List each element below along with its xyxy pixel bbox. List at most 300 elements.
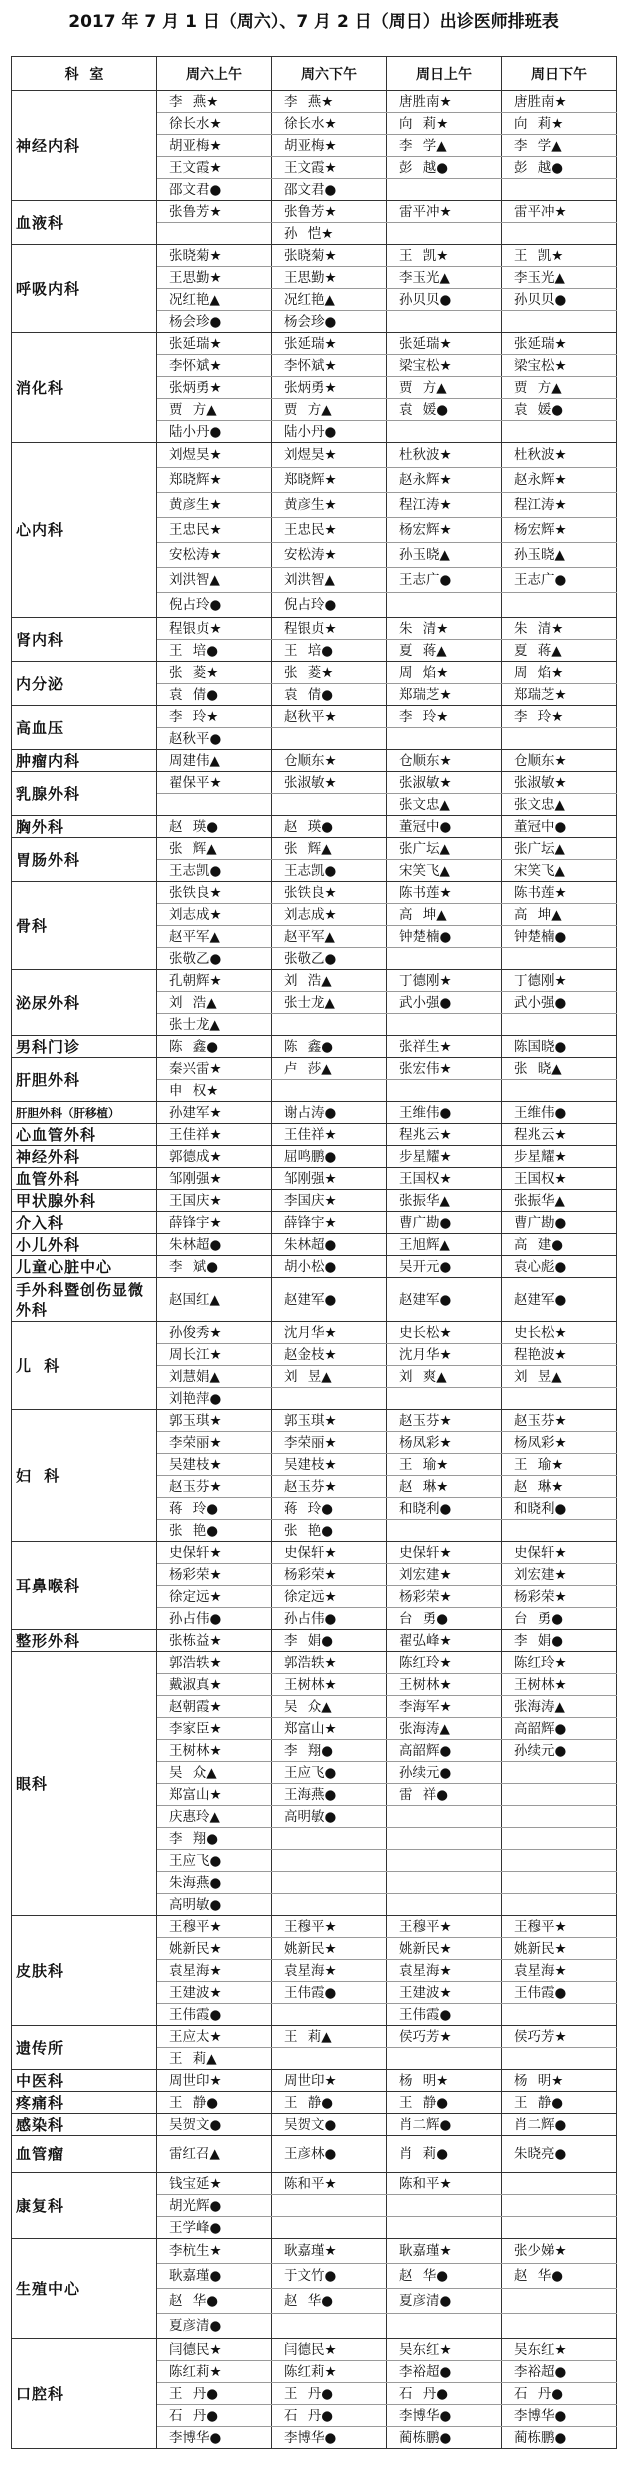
doctor-sun-pm: 杨凤彩★ xyxy=(502,1432,617,1454)
doctor-sat-am: 徐长水★ xyxy=(157,113,272,135)
department-name: 血管瘤 xyxy=(12,2136,157,2173)
doctor-sun-am: 王穆平★ xyxy=(387,1916,502,1938)
doctor-sat-am: 王应飞● xyxy=(157,1850,272,1872)
doctor-sat-pm: 李怀斌★ xyxy=(272,355,387,377)
doctor-sat-am: 周长江★ xyxy=(157,1344,272,1366)
doctor-sun-am: 孙玉晓▲ xyxy=(387,543,502,568)
doctor-sat-pm: 蒋 玲● xyxy=(272,1498,387,1520)
doctor-sun-am xyxy=(387,1894,502,1916)
department-name: 神经外科 xyxy=(12,1146,157,1168)
doctor-sat-pm: 陈和平★ xyxy=(272,2173,387,2195)
doctor-sun-pm: 赵建军● xyxy=(502,1278,617,1322)
doctor-sun-pm: 王 凯★ xyxy=(502,245,617,267)
doctor-sat-am xyxy=(157,794,272,816)
doctor-sun-am: 李海军★ xyxy=(387,1696,502,1718)
doctor-sat-pm xyxy=(272,1080,387,1102)
doctor-sat-am: 王 莉▲ xyxy=(157,2048,272,2070)
doctor-sun-am: 张广坛▲ xyxy=(387,838,502,860)
doctor-sun-pm: 杨宏辉★ xyxy=(502,518,617,543)
doctor-sat-pm: 邵文君● xyxy=(272,179,387,201)
doctor-sun-am: 向 莉★ xyxy=(387,113,502,135)
schedule-row xyxy=(12,816,617,838)
department-name: 肾内科 xyxy=(12,618,157,662)
doctor-sat-am: 胡光辉● xyxy=(157,2195,272,2217)
doctor-sun-am: 陈和平★ xyxy=(387,2173,502,2195)
doctor-sat-am: 刘慧娟▲ xyxy=(157,1366,272,1388)
department-name: 耳鼻喉科 xyxy=(12,1542,157,1630)
doctor-sat-am: 蒋 玲● xyxy=(157,1498,272,1520)
doctor-sat-am: 夏彦清● xyxy=(157,2314,272,2339)
schedule-row xyxy=(12,970,617,992)
doctor-sun-am: 曹广勘● xyxy=(387,1212,502,1234)
doctor-sat-pm: 黄彦生★ xyxy=(272,493,387,518)
doctor-sat-pm: 况红艳▲ xyxy=(272,289,387,311)
doctor-sun-am xyxy=(387,1850,502,1872)
doctor-sun-am: 李玉光▲ xyxy=(387,267,502,289)
doctor-sat-pm: 刘洪智▲ xyxy=(272,568,387,593)
doctor-sat-pm: 王忠民★ xyxy=(272,518,387,543)
doctor-sat-pm: 陈红莉★ xyxy=(272,2361,387,2383)
doctor-sat-am: 王树林★ xyxy=(157,1740,272,1762)
doctor-sun-am: 李 学▲ xyxy=(387,135,502,157)
doctor-sat-pm: 沈月华★ xyxy=(272,1322,387,1344)
doctor-sat-am: 郭浩轶★ xyxy=(157,1652,272,1674)
doctor-sun-am: 郑瑞芝★ xyxy=(387,684,502,706)
doctor-sat-am: 闫德民★ xyxy=(157,2339,272,2361)
department-name: 眼科 xyxy=(12,1652,157,1916)
doctor-sat-pm: 仓顺东★ xyxy=(272,750,387,772)
schedule-row xyxy=(12,1058,617,1080)
doctor-sat-am: 王国庆★ xyxy=(157,1190,272,1212)
doctor-sat-am: 孔朝辉★ xyxy=(157,970,272,992)
schedule-row xyxy=(12,2114,617,2136)
doctor-sun-am: 朱 清★ xyxy=(387,618,502,640)
doctor-sun-am: 杨彩荣★ xyxy=(387,1586,502,1608)
doctor-sat-am: 李怀斌★ xyxy=(157,355,272,377)
doctor-sat-am: 倪占玲● xyxy=(157,593,272,618)
doctor-sat-am: 邹刚强★ xyxy=(157,1168,272,1190)
doctor-sat-pm: 陆小丹● xyxy=(272,421,387,443)
doctor-sun-am: 程江涛★ xyxy=(387,493,502,518)
doctor-sun-am: 王 瑜★ xyxy=(387,1454,502,1476)
schedule-row xyxy=(12,1278,617,1322)
doctor-sat-pm xyxy=(272,1388,387,1410)
doctor-sat-am: 秦兴雷★ xyxy=(157,1058,272,1080)
doctor-sat-pm xyxy=(272,1014,387,1036)
doctor-sat-pm: 孙占伟● xyxy=(272,1608,387,1630)
doctor-sat-pm: 王文霞★ xyxy=(272,157,387,179)
doctor-sun-pm: 陈红玲★ xyxy=(502,1652,617,1674)
doctor-sun-am xyxy=(387,2195,502,2217)
doctor-sun-am: 肖二辉● xyxy=(387,2114,502,2136)
doctor-sat-pm xyxy=(272,794,387,816)
schedule-row xyxy=(12,706,617,728)
doctor-sun-pm: 杨彩荣★ xyxy=(502,1586,617,1608)
doctor-sat-pm: 王佳祥★ xyxy=(272,1124,387,1146)
doctor-sun-am: 步星耀★ xyxy=(387,1146,502,1168)
doctor-sun-am: 姚新民★ xyxy=(387,1938,502,1960)
doctor-sat-am: 刘煜昊★ xyxy=(157,443,272,468)
doctor-sun-am xyxy=(387,1520,502,1542)
doctor-sun-am: 高 坤▲ xyxy=(387,904,502,926)
doctor-sat-pm xyxy=(272,2048,387,2070)
doctor-sat-pm: 王彦林● xyxy=(272,2136,387,2173)
doctor-sat-pm: 张延瑞★ xyxy=(272,333,387,355)
doctor-sat-am: 郭德成★ xyxy=(157,1146,272,1168)
department-name: 甲状腺外科 xyxy=(12,1190,157,1212)
doctor-sun-am: 宋笑飞▲ xyxy=(387,860,502,882)
doctor-sun-pm: 杨 明★ xyxy=(502,2070,617,2092)
doctor-sun-pm xyxy=(502,421,617,443)
doctor-sun-pm: 侯巧芳★ xyxy=(502,2026,617,2048)
doctor-sat-pm: 姚新民★ xyxy=(272,1938,387,1960)
doctor-sat-pm: 张炳勇★ xyxy=(272,377,387,399)
doctor-sun-pm: 钟楚楠● xyxy=(502,926,617,948)
doctor-sat-am: 吴贺文● xyxy=(157,2114,272,2136)
doctor-sun-am: 夏 蒋▲ xyxy=(387,640,502,662)
department-name: 消化科 xyxy=(12,333,157,443)
doctor-sun-pm: 王维伟● xyxy=(502,1102,617,1124)
schedule-row xyxy=(12,1322,617,1344)
doctor-sun-pm: 郑瑞芝★ xyxy=(502,684,617,706)
doctor-sun-am: 王旭辉▲ xyxy=(387,1234,502,1256)
doctor-sat-pm: 刘志成★ xyxy=(272,904,387,926)
schedule-row xyxy=(12,2026,617,2048)
department-name: 肝胆外科（肝移植） xyxy=(12,1102,157,1124)
doctor-sun-pm: 孙玉晓▲ xyxy=(502,543,617,568)
doctor-sat-am: 王应太★ xyxy=(157,2026,272,2048)
doctor-sun-pm: 王国权★ xyxy=(502,1168,617,1190)
doctor-sat-am: 李荣丽★ xyxy=(157,1432,272,1454)
doctor-sun-am: 夏彦清● xyxy=(387,2289,502,2314)
doctor-sat-am: 杨彩荣★ xyxy=(157,1564,272,1586)
doctor-sun-pm: 史保轩★ xyxy=(502,1542,617,1564)
doctor-sat-pm: 吴贺文● xyxy=(272,2114,387,2136)
doctor-sat-am: 刘志成★ xyxy=(157,904,272,926)
doctor-sun-pm: 赵永辉★ xyxy=(502,468,617,493)
doctor-sat-pm: 谢占涛● xyxy=(272,1102,387,1124)
doctor-sat-pm: 孙 恺★ xyxy=(272,223,387,245)
doctor-sun-am xyxy=(387,223,502,245)
doctor-sun-pm: 姚新民★ xyxy=(502,1938,617,1960)
doctor-sat-am: 孙占伟● xyxy=(157,1608,272,1630)
doctor-sun-pm xyxy=(502,948,617,970)
schedule-row xyxy=(12,838,617,860)
doctor-sun-am: 张祥生★ xyxy=(387,1036,502,1058)
doctor-sat-am: 翟保平★ xyxy=(157,772,272,794)
doctor-sat-am: 王思勤★ xyxy=(157,267,272,289)
doctor-sun-pm: 张海涛▲ xyxy=(502,1696,617,1718)
doctor-sat-pm: 王 丹● xyxy=(272,2383,387,2405)
schedule-row xyxy=(12,1168,617,1190)
doctor-sun-am: 赵永辉★ xyxy=(387,468,502,493)
department-name: 手外科暨创伤显微外科 xyxy=(12,1278,157,1322)
doctor-sat-pm: 倪占玲● xyxy=(272,593,387,618)
doctor-sat-am: 邵文君● xyxy=(157,179,272,201)
doctor-sun-pm: 王 瑜★ xyxy=(502,1454,617,1476)
doctor-sun-pm: 肖二辉● xyxy=(502,2114,617,2136)
doctor-sun-pm: 雷平冲★ xyxy=(502,201,617,223)
department-name: 心内科 xyxy=(12,443,157,618)
doctor-sun-am xyxy=(387,593,502,618)
doctor-sun-am: 刘 爽▲ xyxy=(387,1366,502,1388)
doctor-sun-pm: 程江涛★ xyxy=(502,493,617,518)
doctor-sat-am: 李 翔● xyxy=(157,1828,272,1850)
doctor-sat-am: 戴淑真★ xyxy=(157,1674,272,1696)
doctor-sun-am: 陈书莲★ xyxy=(387,882,502,904)
doctor-sat-pm: 王伟霞● xyxy=(272,1982,387,2004)
schedule-row xyxy=(12,91,617,113)
doctor-sun-pm: 张淑敏★ xyxy=(502,772,617,794)
doctor-sat-pm: 卢 莎▲ xyxy=(272,1058,387,1080)
doctor-sat-am: 赵国红▲ xyxy=(157,1278,272,1322)
doctor-sun-am: 雷平冲★ xyxy=(387,201,502,223)
doctor-sat-am: 李 玲★ xyxy=(157,706,272,728)
doctor-sat-pm: 赵 华● xyxy=(272,2289,387,2314)
doctor-sun-am: 侯巧芳★ xyxy=(387,2026,502,2048)
doctor-sun-pm: 张文忠▲ xyxy=(502,794,617,816)
doctor-sun-pm xyxy=(502,2173,617,2195)
department-name: 肝胆外科 xyxy=(12,1058,157,1102)
doctor-sun-am: 王 凯★ xyxy=(387,245,502,267)
doctor-sun-am: 赵 琳★ xyxy=(387,1476,502,1498)
doctor-sun-am: 张振华▲ xyxy=(387,1190,502,1212)
doctor-sun-am: 李裕超● xyxy=(387,2361,502,2383)
schedule-row xyxy=(12,618,617,640)
doctor-sun-pm xyxy=(502,2217,617,2239)
doctor-sat-pm: 张淑敏★ xyxy=(272,772,387,794)
doctor-sat-pm: 李 翔● xyxy=(272,1740,387,1762)
doctor-sat-pm: 王思勤★ xyxy=(272,267,387,289)
doctor-sat-am: 周世印★ xyxy=(157,2070,272,2092)
doctor-sun-pm: 宋笑飞▲ xyxy=(502,860,617,882)
doctor-sat-pm: 杨会珍● xyxy=(272,311,387,333)
doctor-sat-am: 赵秋平● xyxy=(157,728,272,750)
department-name: 泌尿外科 xyxy=(12,970,157,1036)
doctor-sun-pm: 刘 昱▲ xyxy=(502,1366,617,1388)
schedule-row xyxy=(12,1146,617,1168)
doctor-sat-am: 陈 鑫● xyxy=(157,1036,272,1058)
doctor-sun-am xyxy=(387,311,502,333)
doctor-sun-pm: 朱晓亮● xyxy=(502,2136,617,2173)
doctor-sun-am: 周 焰★ xyxy=(387,662,502,684)
doctor-sun-am: 张宏伟★ xyxy=(387,1058,502,1080)
doctor-sat-am: 王文霞★ xyxy=(157,157,272,179)
doctor-sat-pm: 张铁良★ xyxy=(272,882,387,904)
doctor-sun-am: 杜秋波★ xyxy=(387,443,502,468)
doctor-sun-pm xyxy=(502,728,617,750)
doctor-sun-am: 台 勇● xyxy=(387,1608,502,1630)
department-name: 心血管外科 xyxy=(12,1124,157,1146)
doctor-sat-pm xyxy=(272,2217,387,2239)
doctor-sat-am: 王学峰● xyxy=(157,2217,272,2239)
doctor-sat-pm xyxy=(272,728,387,750)
doctor-sun-pm: 袁 媛● xyxy=(502,399,617,421)
doctor-sun-am xyxy=(387,2314,502,2339)
doctor-sat-am: 张铁良★ xyxy=(157,882,272,904)
department-name: 介入科 xyxy=(12,1212,157,1234)
doctor-sun-pm xyxy=(502,1080,617,1102)
department-name: 儿童心脏中心 xyxy=(12,1256,157,1278)
doctor-sun-am: 吴开元● xyxy=(387,1256,502,1278)
doctor-sat-pm: 郭浩轶★ xyxy=(272,1652,387,1674)
doctor-sun-pm: 朱 清★ xyxy=(502,618,617,640)
doctor-sat-pm xyxy=(272,2314,387,2339)
doctor-sat-pm: 张 艳● xyxy=(272,1520,387,1542)
doctor-sun-am: 张延瑞★ xyxy=(387,333,502,355)
doctor-sun-pm: 丁德刚★ xyxy=(502,970,617,992)
doctor-sun-am: 王志广● xyxy=(387,568,502,593)
doctor-sat-am: 朱海燕● xyxy=(157,1872,272,1894)
doctor-sat-am: 王忠民★ xyxy=(157,518,272,543)
doctor-sat-am: 周建伟▲ xyxy=(157,750,272,772)
doctor-sun-am: 武小强● xyxy=(387,992,502,1014)
schedule-row xyxy=(12,1124,617,1146)
doctor-sat-pm: 赵金枝★ xyxy=(272,1344,387,1366)
doctor-sun-am xyxy=(387,2048,502,2070)
doctor-sat-am: 张士龙▲ xyxy=(157,1014,272,1036)
schedule-row xyxy=(12,1190,617,1212)
doctor-sat-am: 高明敏● xyxy=(157,1894,272,1916)
doctor-sun-am: 袁 媛● xyxy=(387,399,502,421)
department-name: 血液科 xyxy=(12,201,157,245)
doctor-sat-am: 袁星海★ xyxy=(157,1960,272,1982)
doctor-sun-pm xyxy=(502,2289,617,2314)
doctor-sun-am: 和晓利● xyxy=(387,1498,502,1520)
doctor-sun-am: 袁星海★ xyxy=(387,1960,502,1982)
doctor-sun-pm: 张 晓▲ xyxy=(502,1058,617,1080)
schedule-row xyxy=(12,2136,617,2173)
doctor-sat-am: 钱宝延★ xyxy=(157,2173,272,2195)
doctor-sun-am: 耿嘉瑾★ xyxy=(387,2239,502,2264)
doctor-sat-am: 胡亚梅★ xyxy=(157,135,272,157)
doctor-sat-pm: 石 丹● xyxy=(272,2405,387,2427)
schedule-row xyxy=(12,2070,617,2092)
doctor-sat-pm: 杨彩荣★ xyxy=(272,1564,387,1586)
doctor-sun-am: 孙续元● xyxy=(387,1762,502,1784)
doctor-sun-am: 李博华● xyxy=(387,2405,502,2427)
doctor-sat-am: 郑富山★ xyxy=(157,1784,272,1806)
doctor-sun-am: 翟弘峰★ xyxy=(387,1630,502,1652)
page-title: 2017 年 7 月 1 日（周六）、7 月 2 日（周日）出诊医师排班表 xyxy=(68,12,559,32)
column-header-sun-pm: 周日下午 xyxy=(502,57,617,91)
department-name: 男科门诊 xyxy=(12,1036,157,1058)
doctor-sat-pm: 李国庆★ xyxy=(272,1190,387,1212)
schedule-row xyxy=(12,1542,617,1564)
department-name: 高血压 xyxy=(12,706,157,750)
schedule-row xyxy=(12,750,617,772)
doctor-sun-pm xyxy=(502,1828,617,1850)
doctor-sat-pm: 王 莉▲ xyxy=(272,2026,387,2048)
doctor-sat-pm: 王海燕● xyxy=(272,1784,387,1806)
doctor-sun-pm: 台 勇● xyxy=(502,1608,617,1630)
doctor-sat-pm: 赵 瑛● xyxy=(272,816,387,838)
doctor-sat-am: 袁 倩● xyxy=(157,684,272,706)
department-name: 生殖中心 xyxy=(12,2239,157,2339)
department-name: 胸外科 xyxy=(12,816,157,838)
doctor-sun-pm: 武小强● xyxy=(502,992,617,1014)
doctor-sat-pm: 闫德民★ xyxy=(272,2339,387,2361)
column-header-sun-am: 周日上午 xyxy=(387,57,502,91)
doctor-sat-pm: 王 培● xyxy=(272,640,387,662)
doctor-sun-am: 史保轩★ xyxy=(387,1542,502,1564)
doctor-sat-pm: 徐定远★ xyxy=(272,1586,387,1608)
schedule-row xyxy=(12,2173,617,2195)
schedule-row xyxy=(12,1916,617,1938)
doctor-sat-am: 吴 众▲ xyxy=(157,1762,272,1784)
doctor-sat-am: 雷红召▲ xyxy=(157,2136,272,2173)
doctor-sun-pm: 赵玉芬★ xyxy=(502,1410,617,1432)
doctor-sat-pm: 朱林超● xyxy=(272,1234,387,1256)
doctor-sat-pm: 贾 方▲ xyxy=(272,399,387,421)
doctor-sun-am xyxy=(387,1388,502,1410)
doctor-sat-am: 孙俊秀★ xyxy=(157,1322,272,1344)
doctor-sun-pm: 董冠中● xyxy=(502,816,617,838)
doctor-sun-pm: 史长松★ xyxy=(502,1322,617,1344)
doctor-sat-pm: 于文竹● xyxy=(272,2264,387,2289)
department-name: 疼痛科 xyxy=(12,2092,157,2114)
doctor-sat-am xyxy=(157,223,272,245)
schedule-row xyxy=(12,245,617,267)
doctor-sat-am: 张 辉▲ xyxy=(157,838,272,860)
doctor-sun-pm: 王树林★ xyxy=(502,1674,617,1696)
doctor-sun-pm: 李 娟● xyxy=(502,1630,617,1652)
doctor-sun-am: 赵建军● xyxy=(387,1278,502,1322)
doctor-sun-pm xyxy=(502,311,617,333)
doctor-sun-pm: 李 玲★ xyxy=(502,706,617,728)
doctor-sun-pm: 张少娣★ xyxy=(502,2239,617,2264)
department-name: 口腔科 xyxy=(12,2339,157,2449)
doctor-sun-am xyxy=(387,421,502,443)
doctor-sat-am: 王伟霞● xyxy=(157,2004,272,2026)
doctor-sun-am: 杨 明★ xyxy=(387,2070,502,2092)
doctor-sat-am: 陆小丹● xyxy=(157,421,272,443)
doctor-sat-am: 薛锋宇★ xyxy=(157,1212,272,1234)
doctor-sun-pm: 彭 越● xyxy=(502,157,617,179)
schedule-row xyxy=(12,882,617,904)
doctor-sat-am: 郑晓辉★ xyxy=(157,468,272,493)
department-name: 感染科 xyxy=(12,2114,157,2136)
doctor-sun-am: 唐胜南★ xyxy=(387,91,502,113)
doctor-sat-am: 况红艳▲ xyxy=(157,289,272,311)
doctor-sat-pm: 赵玉芬★ xyxy=(272,1476,387,1498)
doctor-sun-pm: 梁宝松★ xyxy=(502,355,617,377)
doctor-sun-pm: 高韶辉● xyxy=(502,1718,617,1740)
doctor-sat-am: 朱林超● xyxy=(157,1234,272,1256)
doctor-sat-pm xyxy=(272,1828,387,1850)
doctor-sat-am: 张炳勇★ xyxy=(157,377,272,399)
doctor-sun-am: 仓顺东★ xyxy=(387,750,502,772)
doctor-sun-pm: 陈书莲★ xyxy=(502,882,617,904)
doctor-sat-am: 张 艳● xyxy=(157,1520,272,1542)
doctor-sat-am: 赵朝霞★ xyxy=(157,1696,272,1718)
schedule-row xyxy=(12,2239,617,2264)
doctor-sun-pm: 李玉光▲ xyxy=(502,267,617,289)
schedule-row xyxy=(12,1036,617,1058)
doctor-sat-pm: 薛锋宇★ xyxy=(272,1212,387,1234)
doctor-sun-am xyxy=(387,728,502,750)
doctor-sun-pm: 吴东红★ xyxy=(502,2339,617,2361)
doctor-sat-am: 姚新民★ xyxy=(157,1938,272,1960)
doctor-sat-pm: 李博华● xyxy=(272,2427,387,2449)
doctor-sun-pm: 唐胜南★ xyxy=(502,91,617,113)
doctor-sat-am: 王志凯● xyxy=(157,860,272,882)
doctor-sun-am: 刘宏建★ xyxy=(387,1564,502,1586)
doctor-sun-pm xyxy=(502,1520,617,1542)
doctor-sat-pm: 郑富山★ xyxy=(272,1718,387,1740)
doctor-sat-am: 申 权★ xyxy=(157,1080,272,1102)
doctor-sat-pm: 袁 倩● xyxy=(272,684,387,706)
